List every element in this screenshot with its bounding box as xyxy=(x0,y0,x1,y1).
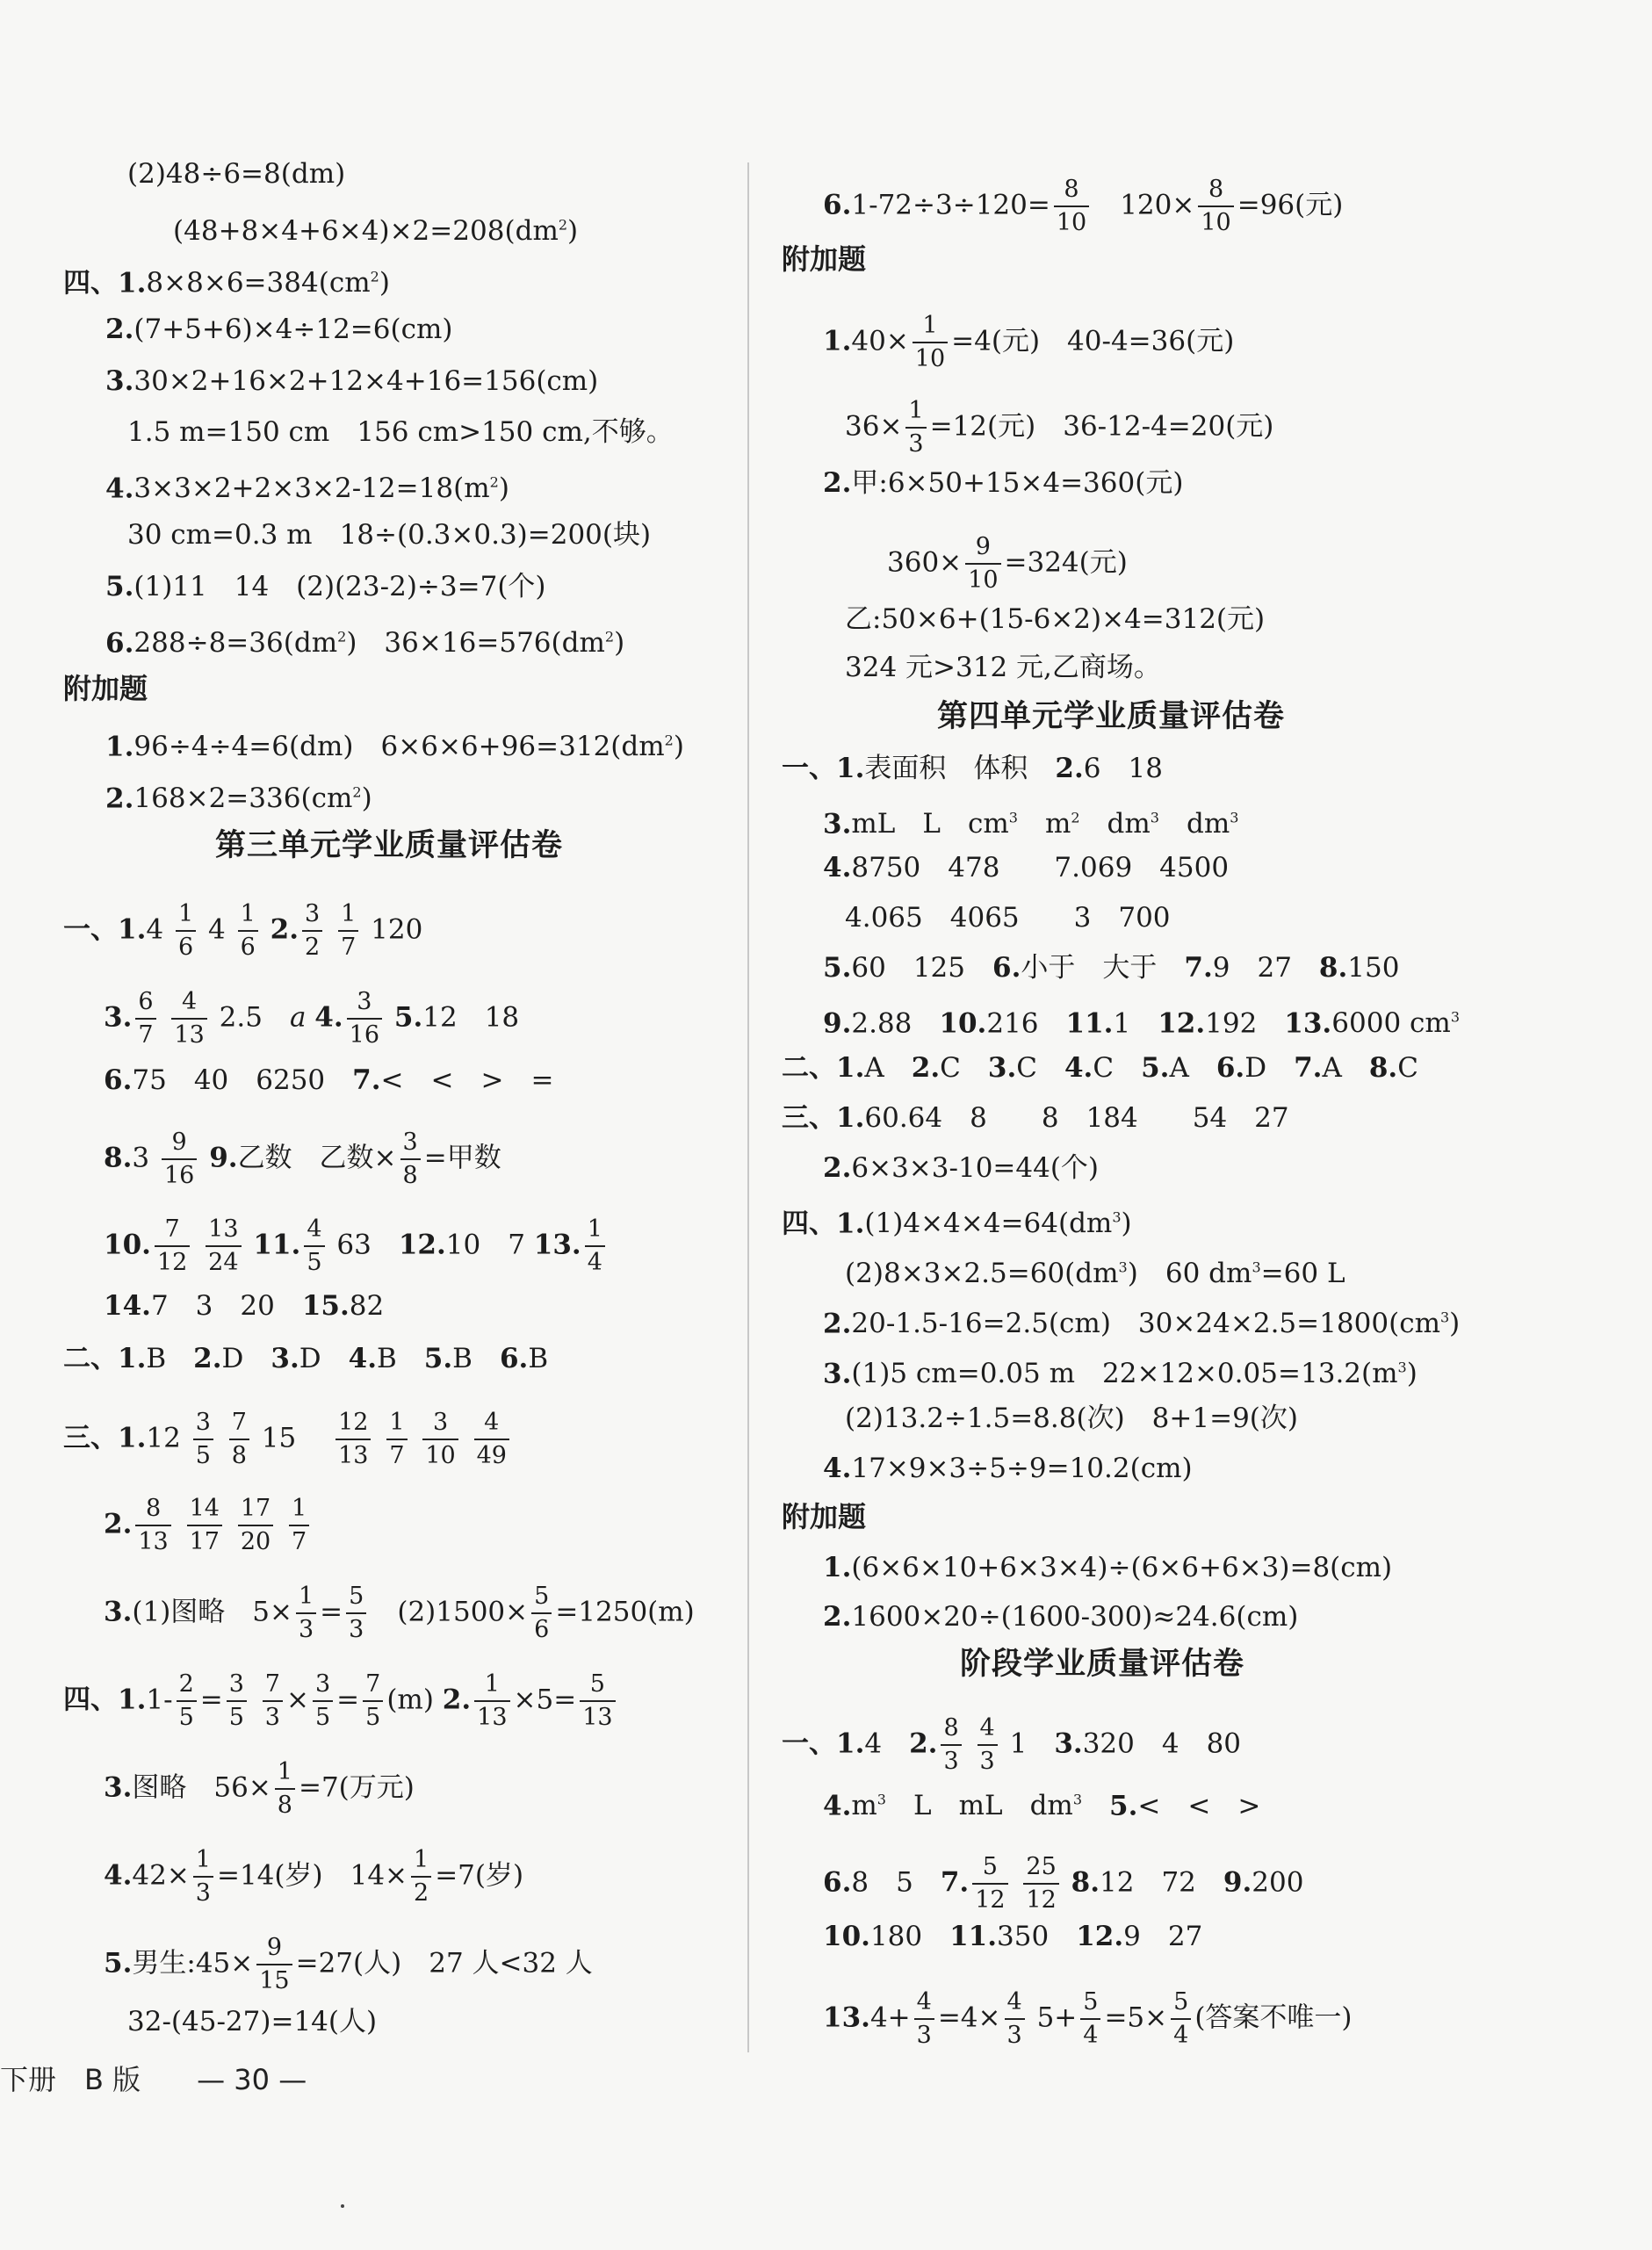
fraction: $\frac{3}{2}$ xyxy=(302,898,322,963)
answer-line: 二、1.B 2.D 3.D 4.B 5.B 6.B xyxy=(63,1343,549,1374)
fraction: $\frac{3}{5}$ xyxy=(227,1669,247,1734)
answer-line: 9.2.88 10.216 11.1 12.192 13.6000 $cm^3$ xyxy=(823,1007,1460,1040)
fraction: $\frac{6}{7}$ xyxy=(135,986,155,1051)
fraction: $\frac{9}{16}$ xyxy=(162,1127,197,1192)
answer-line: 乙:50×6+(15-6×2)×4=312(元) xyxy=(845,603,1266,635)
answer-line: $(48+8\times 4+6\times 4)\times 2=208(dm^2)$ xyxy=(173,215,579,248)
answer-line: 4.42× $\frac{1}{3}$ =14(岁) 14× $\frac{1}{2}$ =7(岁) xyxy=(104,1844,523,1909)
fraction: $\frac{4}{3}$ xyxy=(1005,1987,1025,2052)
fraction: $\frac{5}{12}$ xyxy=(972,1851,1007,1916)
answer-line: 6.8 5 7. $\frac{5}{12}$ $\frac{25}{12}$ 8.12 72 9.200 xyxy=(823,1851,1303,1916)
answer-line: 1.40× $\frac{1}{10}$ =4(元) 40-4=36(元) xyxy=(823,310,1234,375)
page-footer: 下册 B 版 — 30 — xyxy=(0,2063,307,2096)
answer-line: $4.m^3$ L mL $dm^3$ 5.< < > xyxy=(823,1790,1261,1822)
section-heading: 附加题 xyxy=(63,672,148,705)
answer-line: 一、1.表面积 体积 2.6 18 xyxy=(782,753,1163,784)
fraction: $\frac{1}{6}$ xyxy=(176,898,196,963)
fraction: $\frac{4}{49}$ xyxy=(474,1407,509,1472)
answer-line: 四、$1.8\times 8\times 6=384(cm^2)$ xyxy=(63,267,390,299)
answer-line: 14.7 3 20 15.82 xyxy=(104,1290,385,1322)
column-divider xyxy=(747,162,749,2052)
answer-line: 4.8750 478 7.069 4500 xyxy=(823,852,1230,883)
answer-line: 1.(6×6×10+6×3×4)÷(6×6+6×3)=8(cm) xyxy=(823,1552,1393,1583)
fraction: $\frac{5}{6}$ xyxy=(531,1581,552,1646)
fraction: $\frac{9}{15}$ xyxy=(256,1932,292,1997)
answer-line: 3.图略 56× $\frac{1}{8}$ =7(万元) xyxy=(104,1756,415,1821)
fraction: $\frac{8}{10}$ xyxy=(1054,174,1089,239)
fraction: $\frac{13}{24}$ xyxy=(206,1214,241,1279)
fraction: $\frac{1}{3}$ xyxy=(296,1581,316,1646)
answer-line: (2)48÷6=8(dm) xyxy=(127,158,346,190)
answer-line: $(2)8\times 3\times 2.5=60(dm^3)$ 60 $dm^3=60$ L xyxy=(845,1258,1345,1290)
answer-line: 5.男生:45× $\frac{9}{15}$ =27(人) 27 人<32 人 xyxy=(104,1932,593,1997)
fraction: $\frac{9}{10}$ xyxy=(965,531,1000,596)
fraction: $\frac{12}{13}$ xyxy=(335,1407,371,1472)
fraction: $\frac{1}{7}$ xyxy=(289,1493,309,1558)
scan-speck xyxy=(341,2204,344,2208)
answer-line: 3. $\frac{6}{7}$ $\frac{4}{13}$ 2.5 a 4. $\frac{3}{16}$ 5.12 18 xyxy=(104,986,519,1051)
answer-line: 13.4+ $\frac{4}{3}$ =4× $\frac{4}{3}$ 5+ $\frac{5}{4}$ =5× $\frac{5}{4}$ (答案不唯一) xyxy=(823,1987,1353,2052)
answer-line: 三、1.12 $\frac{3}{5}$ $\frac{7}{8}$ 15 $\frac{12}{13}$ $\frac{1}{7}$ $\frac{3}{10}$ $\frac{4}{49}$ xyxy=(63,1407,513,1472)
fraction: $\frac{1}{6}$ xyxy=(238,898,258,963)
answer-line: 6.1-72÷3÷120= $\frac{8}{10}$ 120× $\frac{8}{10}$ =96(元) xyxy=(823,174,1343,239)
unit-title: 第四单元学业质量评估卷 xyxy=(937,698,1286,734)
answer-line: 3.30×2+16×2+12×4+16=156(cm) xyxy=(105,365,599,397)
answer-line: 1.96÷4÷4=6(dm) $6\times 6\times 6+96=312(dm^2)$ xyxy=(105,731,684,763)
fraction: $\frac{8}{10}$ xyxy=(1198,174,1233,239)
answer-line: $2.168\times 2=336(cm^2)$ xyxy=(105,782,372,815)
fraction: $\frac{5}{13}$ xyxy=(580,1669,615,1734)
fraction: $\frac{1}{4}$ xyxy=(585,1214,605,1279)
fraction: $\frac{3}{10}$ xyxy=(422,1407,458,1472)
answer-line: 2.1600×20÷(1600-300)≈24.6(cm) xyxy=(823,1601,1299,1633)
fraction: $\frac{7}{3}$ xyxy=(263,1669,283,1734)
fraction: $\frac{5}{4}$ xyxy=(1080,1987,1100,2052)
answer-line: 一、1.4 $\frac{1}{6}$ 4 $\frac{1}{6}$ 2. $\frac{3}{2}$ $\frac{1}{7}$ 120 xyxy=(63,898,422,963)
answer-line: 1.5 m=150 cm 156 cm>150 cm,不够。 xyxy=(127,416,674,448)
answer-line: 3.(1)图略 5× $\frac{1}{3}$ = $\frac{5}{3}$ (2)1500× $\frac{5}{6}$ =1250(m) xyxy=(104,1581,695,1646)
fraction: $\frac{25}{12}$ xyxy=(1023,1851,1058,1916)
fraction: $\frac{5}{4}$ xyxy=(1171,1987,1191,2052)
fraction: $\frac{3}{5}$ xyxy=(313,1669,333,1734)
fraction: $\frac{1}{2}$ xyxy=(411,1844,431,1909)
answer-line: 2.6×3×3-10=44(个) xyxy=(823,1152,1100,1184)
answer-line: 一、1.4 2. $\frac{8}{3}$ $\frac{4}{3}$ 1 3.320 4 80 xyxy=(782,1713,1241,1778)
fraction: $\frac{1}{3}$ xyxy=(193,1844,213,1909)
fraction: $\frac{1}{3}$ xyxy=(905,395,926,460)
answer-line: 三、1.60.64 8 8 184 54 27 xyxy=(782,1102,1289,1134)
unit-title: 第三单元学业质量评估卷 xyxy=(215,827,564,863)
answer-line: 3.(1)5 cm=0.05 m $22\times 12\times 0.05=13.2(m^3)$ xyxy=(823,1358,1418,1390)
answer-line: (2)13.2÷1.5=8.8(次) 8+1=9(次) xyxy=(845,1403,1298,1434)
answer-line: 2. $\frac{8}{13}$ $\frac{14}{17}$ $\frac{17}{20}$ $\frac{1}{7}$ xyxy=(104,1493,313,1558)
fraction: $\frac{14}{17}$ xyxy=(187,1493,222,1558)
answer-line: $6.288\div 8=36(dm^2)$ $36\times 16=576(dm^2)$ xyxy=(105,627,625,660)
answer-line: 6.75 40 6250 7.< < > = xyxy=(104,1064,554,1096)
answer-line: 4.17×9×3÷5÷9=10.2(cm) xyxy=(823,1453,1193,1484)
answer-line: $4.3\times 3\times 2+2\times 3\times 2-12=18(m^2)$ xyxy=(105,472,509,505)
answer-line: 2.甲:6×50+15×4=360(元) xyxy=(823,467,1184,499)
fraction: $\frac{8}{13}$ xyxy=(135,1493,170,1558)
answer-line: 5.60 125 6.小于 大于 7.9 27 8.150 xyxy=(823,952,1400,984)
answer-line: 10.180 11.350 12.9 27 xyxy=(823,1921,1203,1952)
answer-line: 2.20-1.5-16=2.5(cm) $30\times 24\times 2.5=1800(cm^3)$ xyxy=(823,1308,1461,1340)
fraction: $\frac{3}{8}$ xyxy=(400,1127,421,1192)
answer-line: 8.3 $\frac{9}{16}$ 9.乙数 乙数× $\frac{3}{8}$ =甲数 xyxy=(104,1127,501,1192)
fraction: $\frac{3}{16}$ xyxy=(347,986,382,1051)
fraction: $\frac{7}{12}$ xyxy=(155,1214,190,1279)
fraction: $\frac{1}{8}$ xyxy=(275,1756,295,1821)
answer-line: 36× $\frac{1}{3}$ =12(元) 36-12-4=20(元) xyxy=(845,395,1273,460)
answer-line: 32-(45-27)=14(人) xyxy=(127,2006,378,2037)
fraction: $\frac{1}{7}$ xyxy=(338,898,358,963)
fraction: $\frac{7}{8}$ xyxy=(229,1407,249,1472)
fraction: $\frac{5}{3}$ xyxy=(346,1581,366,1646)
fraction: $\frac{1}{10}$ xyxy=(913,310,948,375)
fraction: $\frac{4}{13}$ xyxy=(171,986,206,1051)
answer-line: 2.(7+5+6)×4÷12=6(cm) xyxy=(105,314,453,345)
fraction: $\frac{1}{13}$ xyxy=(474,1669,509,1734)
answer-line: 二、1.A 2.C 3.C 4.C 5.A 6.D 7.A 8.C xyxy=(782,1052,1418,1084)
answer-line: 324 元>312 元,乙商场。 xyxy=(845,652,1161,683)
fraction: $\frac{17}{20}$ xyxy=(238,1493,273,1558)
fraction: $\frac{8}{3}$ xyxy=(941,1713,961,1778)
fraction: $\frac{4}{5}$ xyxy=(304,1214,324,1279)
answer-line: 四、$1.(1)4\times 4\times 4=64(dm^3)$ xyxy=(782,1208,1132,1240)
fraction: $\frac{2}{5}$ xyxy=(177,1669,197,1734)
answer-line: 10. $\frac{7}{12}$ $\frac{13}{24}$ 11. $\frac{4}{5}$ 63 12.10 7 13. $\frac{1}{4}$ xyxy=(104,1214,609,1279)
answer-line: 360× $\frac{9}{10}$ =324(元) xyxy=(887,531,1128,596)
unit-title: 阶段学业质量评估卷 xyxy=(960,1646,1245,1682)
answer-line: 5.(1)11 14 (2)(23-2)÷3=7(个) xyxy=(105,571,546,602)
answer-line: 四、1.1- $\frac{2}{5}$ = $\frac{3}{5}$ $\frac{7}{3}$ × $\frac{3}{5}$ = $\frac{7}{5}$ (m) 2. $\frac{1}{13}$ ×5= $\frac{5}{13}$ xyxy=(63,1669,619,1734)
fraction: $\frac{4}{3}$ xyxy=(914,1987,934,2052)
section-heading: 附加题 xyxy=(782,1500,867,1533)
answer-line: 3.mL L $cm^3$ $m^2$ $dm^3$ $dm^3$ xyxy=(823,808,1239,840)
fraction: $\frac{3}{5}$ xyxy=(193,1407,213,1472)
fraction: $\frac{1}{7}$ xyxy=(386,1407,407,1472)
answer-line: 4.065 4065 3 700 xyxy=(845,902,1171,934)
fraction: $\frac{7}{5}$ xyxy=(363,1669,383,1734)
fraction: $\frac{4}{3}$ xyxy=(977,1713,998,1778)
section-heading: 附加题 xyxy=(782,242,867,276)
answer-line: 30 cm=0.3 m 18÷(0.3×0.3)=200(块) xyxy=(127,519,652,551)
